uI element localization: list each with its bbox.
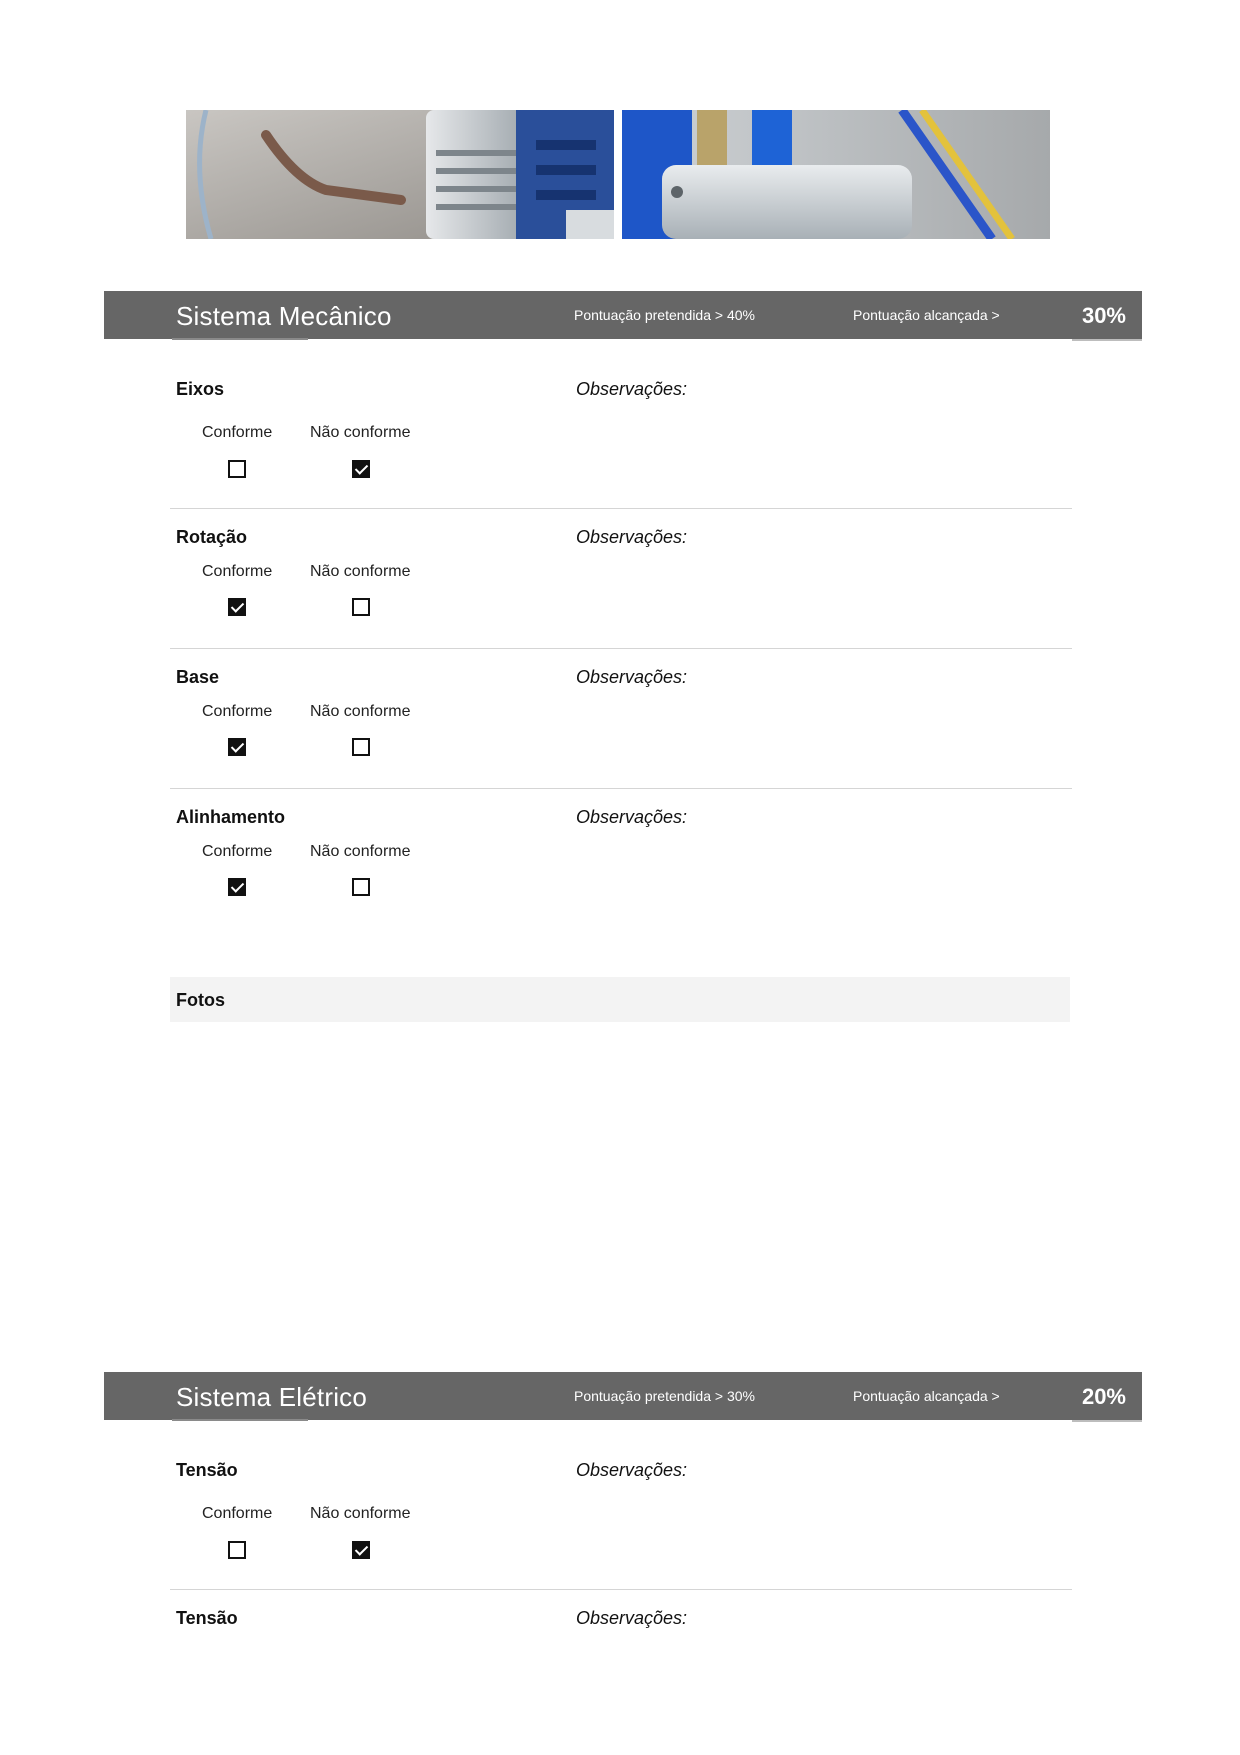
- achieved-score-value: 20%: [1081, 1384, 1126, 1409]
- option-conforme-label: Conforme: [202, 843, 273, 860]
- nao-conforme-checkbox[interactable]: [352, 460, 370, 478]
- option-nao-conforme-label: Não conforme: [310, 843, 411, 860]
- nao-conforme-checkbox[interactable]: [352, 738, 370, 756]
- score-underline: [1072, 339, 1142, 341]
- conforme-checkbox[interactable]: [228, 878, 246, 896]
- header-photo-vacuum-pump-right: [622, 110, 1050, 239]
- item-title: Alinhamento: [176, 807, 286, 827]
- section-header-mecanico: [104, 291, 1142, 339]
- item-title: Rotação: [176, 527, 248, 547]
- photos-section-bar: [170, 977, 1070, 1022]
- option-nao-conforme-label: Não conforme: [310, 424, 411, 441]
- conforme-checkbox[interactable]: [228, 598, 246, 616]
- conforme-checkbox[interactable]: [228, 738, 246, 756]
- option-nao-conforme-label: Não conforme: [310, 1505, 411, 1522]
- observations-label: Observações:: [576, 379, 688, 399]
- header-photo-vacuum-pump-left: [186, 110, 614, 239]
- item-divider: [170, 788, 1072, 789]
- nao-conforme-checkbox[interactable]: [352, 1541, 370, 1559]
- conforme-checkbox[interactable]: [228, 1541, 246, 1559]
- section-title: Sistema Mecânico: [176, 301, 392, 331]
- observations-label: Observações:: [576, 1608, 688, 1628]
- conforme-checkbox[interactable]: [228, 460, 246, 478]
- item-divider: [170, 508, 1072, 509]
- nao-conforme-checkbox[interactable]: [352, 878, 370, 896]
- target-score: Pontuação pretendida > 30%: [574, 1388, 755, 1404]
- item-divider: [170, 648, 1072, 649]
- option-conforme-label: Conforme: [202, 1505, 273, 1522]
- item-title: Eixos: [176, 379, 225, 399]
- item-divider: [170, 1589, 1072, 1590]
- title-underline: [172, 1419, 308, 1421]
- target-score: Pontuação pretendida > 40%: [574, 307, 755, 323]
- observations-label: Observações:: [576, 1460, 688, 1480]
- observations-label: Observações:: [576, 527, 688, 547]
- option-conforme-label: Conforme: [202, 563, 273, 580]
- observations-label: Observações:: [576, 807, 688, 827]
- item-title: Tensão: [176, 1460, 238, 1480]
- option-conforme-label: Conforme: [202, 703, 273, 720]
- score-underline: [1072, 1420, 1142, 1422]
- achieved-score-label: Pontuação alcançada >: [853, 1388, 1000, 1404]
- item-title: Tensão: [176, 1608, 238, 1628]
- option-conforme-label: Conforme: [202, 424, 273, 441]
- title-underline: [172, 338, 308, 340]
- photos-label: Fotos: [176, 990, 225, 1010]
- section-header-eletrico: [104, 1372, 1142, 1420]
- option-nao-conforme-label: Não conforme: [310, 563, 411, 580]
- observations-label: Observações:: [576, 667, 688, 687]
- nao-conforme-checkbox[interactable]: [352, 598, 370, 616]
- achieved-score-value: 30%: [1081, 303, 1126, 328]
- achieved-score-label: Pontuação alcançada >: [853, 307, 1000, 323]
- section-title: Sistema Elétrico: [176, 1382, 368, 1412]
- item-title: Base: [176, 667, 220, 687]
- option-nao-conforme-label: Não conforme: [310, 703, 411, 720]
